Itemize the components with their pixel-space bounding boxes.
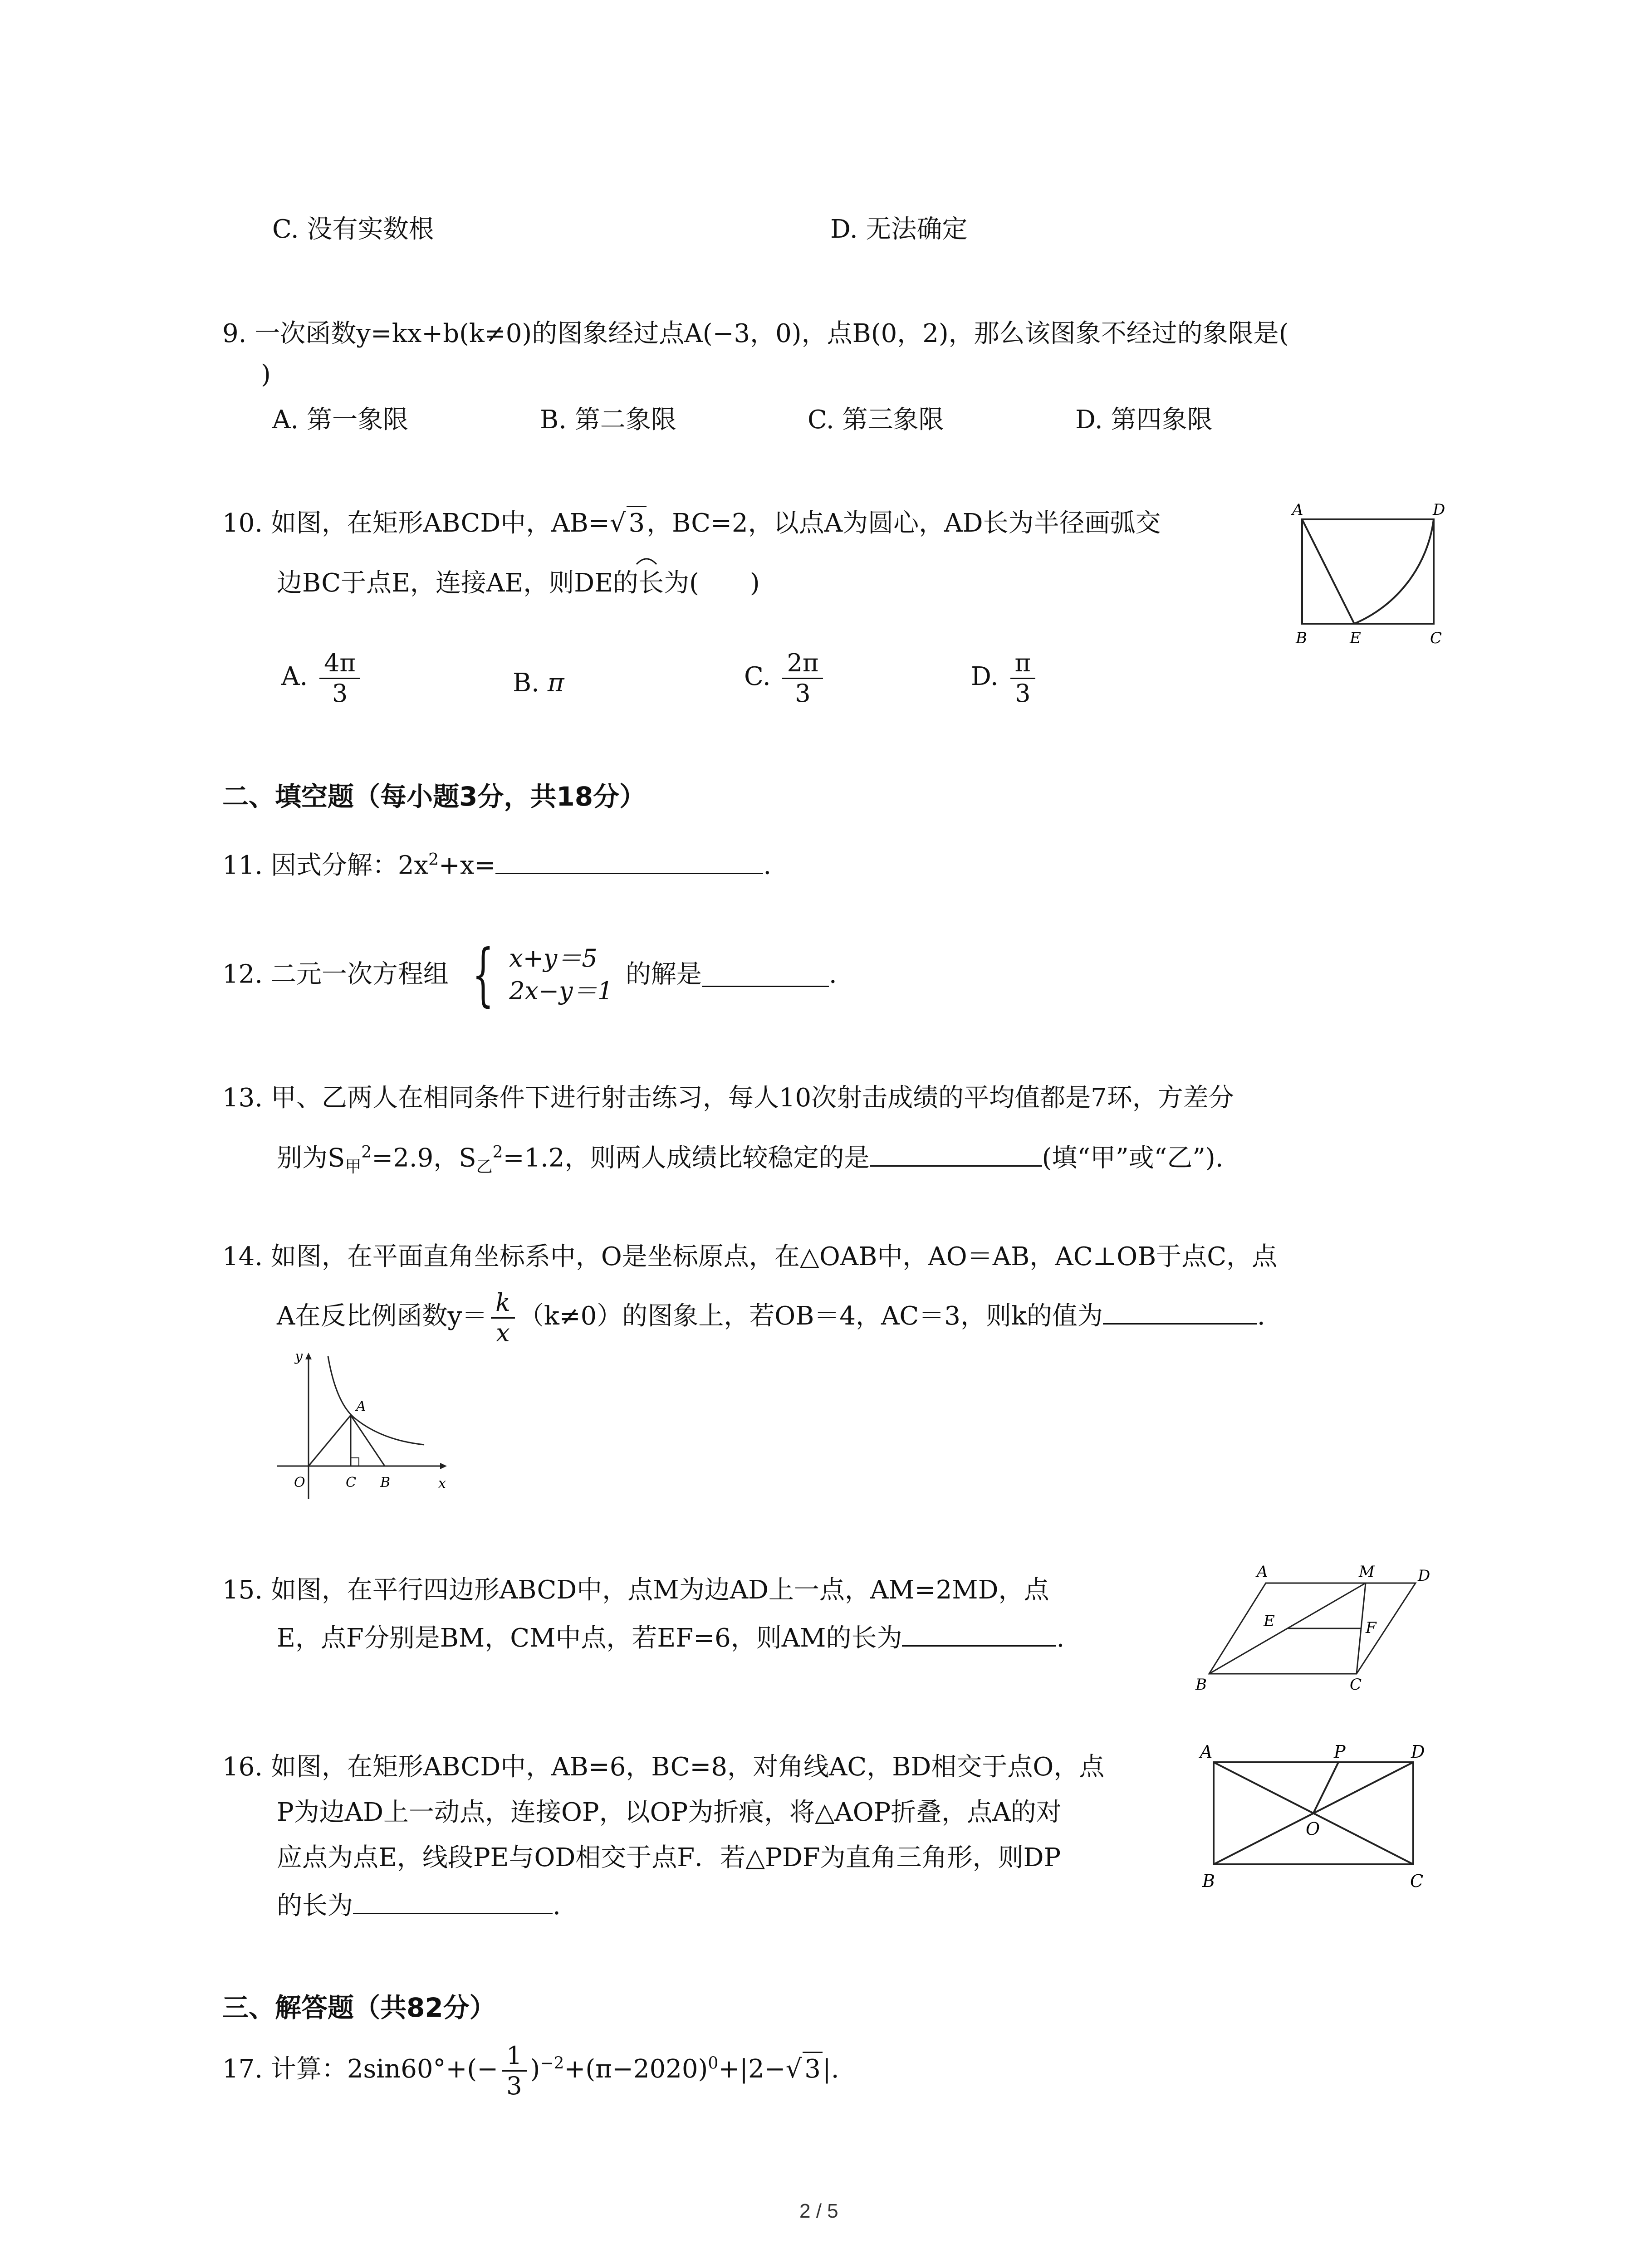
q17-mid: ) (530, 2054, 540, 2084)
q11-end: . (763, 850, 772, 880)
q10-option-b-label: B. (513, 668, 539, 698)
q14-fraction (491, 1288, 515, 1348)
q9-stem-close: ) (261, 360, 271, 389)
q17-sqrt-arg: 3 (803, 2052, 823, 2086)
fraction-denominator: 3 (506, 2072, 522, 2100)
q17-exponent-1: −2 (540, 2054, 564, 2073)
q17-pre: 17. 计算：2sin60°+(− (222, 2054, 499, 2084)
q15-label-b: B (1195, 1676, 1207, 1694)
q10-label-c: C (1430, 629, 1442, 647)
q16-label-d: D (1411, 1742, 1425, 1762)
fraction-numerator: π (1010, 649, 1036, 679)
q11-answer-blank[interactable] (495, 849, 763, 874)
q13-sub-jia: 甲 (345, 1157, 362, 1176)
q16-answer-blank[interactable] (353, 1889, 553, 1914)
q10-arc-mark (633, 552, 660, 566)
q10-option-a (281, 649, 364, 708)
q10-option-d-fraction (1010, 649, 1036, 708)
q13-mid1: =2.9，S (372, 1143, 476, 1173)
q9-option-c: C. 第三象限 (808, 405, 944, 435)
page-number: 2 / 5 (799, 2200, 838, 2222)
q14-label-o: O (294, 1475, 305, 1491)
sqrt-sign: √ (609, 508, 626, 538)
q16-label-b: B (1202, 1871, 1215, 1891)
q12-pre: 12. 二元一次方程组 (222, 959, 449, 989)
q10-option-c-label: C. (744, 662, 771, 691)
q10-stem-post: ，BC=2，以点A为圆心，AD长为半径画弧交 (647, 508, 1161, 538)
q12-equation-system (461, 935, 613, 1014)
q16-end: . (553, 1891, 561, 1921)
q16-line2: P为边AD上一动点，连接OP，以OP为折痕，将△AOP折叠，点A的对 (277, 1798, 1062, 1827)
q17 (222, 2041, 839, 2109)
q10-sqrt-arg: 3 (627, 506, 647, 540)
q8-option-c: C. 没有实数根 (272, 215, 434, 244)
q11-pre: 11. 因式分解：2x (222, 850, 429, 880)
q14-figure (268, 1343, 458, 1524)
q13-line2-post: (填“甲”或“乙”). (1042, 1143, 1224, 1173)
q14-label-b: B (380, 1475, 391, 1491)
q10-stem2-pre: 边BC于点E，连接AE，则 (277, 568, 574, 598)
q14-line2-pre: A在反比例函数y＝ (277, 1301, 488, 1331)
q13-sup-1: 2 (361, 1143, 372, 1162)
q10-stem-line2 (277, 567, 760, 600)
q16-line4-text: 的长为 (277, 1891, 353, 1921)
q9-stem: 9. 一次函数y=kx+b(k≠0)的图象经过点A(−3，0)，点B(0，2)，那么该图象不经过的象限是( (222, 319, 1289, 348)
q10-arc-label: DE (574, 568, 613, 598)
q17-mid3: +|2− (718, 2054, 786, 2084)
fraction-numerator: 4π (319, 649, 360, 679)
fraction-numerator: 1 (502, 2041, 526, 2072)
q13-mid2: =1.2，则两人成绩比较稳定的是 (503, 1143, 870, 1173)
q14-answer-blank[interactable] (1103, 1300, 1257, 1325)
q16-label-a: A (1200, 1742, 1213, 1762)
q12 (222, 935, 837, 1014)
q11-post: +x= (438, 850, 496, 880)
q17-exponent-2: 0 (708, 2054, 719, 2073)
q15-label-a: A (1257, 1563, 1268, 1581)
q16-line1: 16. 如图，在矩形ABCD中，AB=6，BC=8，对角线AC，BD相交于点O，点 (222, 1752, 1105, 1782)
q14-line2 (277, 1288, 1265, 1348)
q15-line1: 15. 如图，在平行四边形ABCD中，点M为边AD上一点，AM=2MD，点 (222, 1575, 1049, 1605)
q12-equation-1: x+y＝5 (509, 943, 598, 973)
q10-label-b: B (1296, 629, 1307, 647)
q15-line2 (277, 1622, 1064, 1655)
q10-label-a: A (1292, 501, 1303, 519)
q9-option-d: D. 第四象限 (1075, 405, 1213, 435)
q10-option-b (513, 667, 564, 699)
q10-stem2-post: 的长为( ) (613, 568, 760, 598)
fraction-numerator: k (491, 1288, 515, 1319)
q14-label-c: C (346, 1475, 356, 1491)
q14-label-a: A (356, 1398, 366, 1414)
q11-exponent: 2 (428, 850, 439, 869)
q14-label-x: x (438, 1476, 446, 1491)
q8-option-d: D. 无法确定 (830, 215, 968, 244)
q13-sub-yi: 乙 (476, 1157, 493, 1176)
fraction-denominator: 3 (795, 679, 811, 708)
q10-option-d-label: D. (971, 662, 999, 691)
q15-line2-text: E，点F分别是BM，CM中点，若EF=6，则AM的长为 (277, 1623, 902, 1653)
fraction-denominator: x (496, 1319, 510, 1347)
q13-sup-2: 2 (492, 1143, 503, 1162)
q10-stem-line1 (222, 506, 1161, 540)
q10-option-c (744, 649, 827, 708)
q12-answer-blank[interactable] (702, 962, 829, 987)
sqrt-sign: √ (785, 2054, 802, 2084)
q12-end: . (828, 959, 837, 989)
brace-icon: { (472, 935, 494, 1014)
section-3-heading: 三、解答题（共82分） (222, 1992, 496, 2023)
q10-stem-pre: 10. 如图，在矩形ABCD中，AB= (222, 508, 610, 538)
q10-label-e: E (1350, 629, 1361, 647)
q13-line2 (277, 1136, 1224, 1183)
q10-option-a-label: A. (281, 662, 308, 691)
q9-option-a: A. 第一象限 (272, 405, 409, 435)
q10-figure (1288, 499, 1452, 649)
q15-label-e: E (1264, 1612, 1275, 1630)
q15-label-c: C (1350, 1676, 1362, 1694)
q16-label-o: O (1306, 1819, 1320, 1839)
q11 (222, 844, 771, 882)
q16-figure (1193, 1737, 1429, 1896)
q15-answer-blank[interactable] (902, 1622, 1056, 1647)
q17-end: |. (822, 2054, 839, 2084)
fraction-numerator: 2π (782, 649, 823, 679)
fraction-denominator: 3 (1015, 679, 1031, 708)
q10-label-d: D (1433, 501, 1445, 519)
q10-option-b-value: π (547, 668, 564, 698)
q17-mid2: +(π−2020) (564, 2054, 708, 2084)
q14-line2-mid: （k≠0）的图象上，若OB＝4，AC＝3，则k的值为 (518, 1301, 1103, 1331)
q16-line3: 应点为点E，线段PE与OD相交于点F．若△PDF为直角三角形，则DP (277, 1843, 1061, 1872)
q15-label-m: M (1359, 1563, 1375, 1581)
q16-line4 (277, 1889, 561, 1922)
q10-option-d (971, 649, 1039, 708)
q15-label-f: F (1366, 1619, 1376, 1637)
q15-label-d: D (1418, 1567, 1430, 1585)
q15-figure (1184, 1560, 1438, 1701)
q13-answer-blank[interactable] (870, 1142, 1042, 1167)
q13-line2-pre: 别为S (277, 1143, 345, 1173)
q16-label-p: P (1334, 1742, 1346, 1762)
q14-line1: 14. 如图，在平面直角坐标系中，O是坐标原点，在△OAB中，AO＝AB，AC⊥OB于点C，点 (222, 1242, 1278, 1271)
q12-post: 的解是 (625, 959, 702, 989)
fraction-denominator: 3 (332, 679, 348, 708)
q13-line1: 13. 甲、乙两人在相同条件下进行射击练习，每人10次射击成绩的平均值都是7环，方差分 (222, 1083, 1234, 1113)
q10-option-c-fraction (782, 649, 823, 708)
q17-fraction (502, 2041, 526, 2101)
q14-label-y: y (295, 1349, 303, 1364)
q9-option-b: B. 第二象限 (540, 405, 676, 435)
section-2-heading: 二、填空题（每小题3分，共18分） (222, 781, 646, 812)
q15-end: . (1056, 1623, 1065, 1653)
q10-option-a-fraction (319, 649, 360, 708)
q12-equation-2: 2x−y＝1 (509, 976, 613, 1005)
q14-end: . (1257, 1301, 1265, 1331)
q16-label-c: C (1410, 1871, 1424, 1891)
